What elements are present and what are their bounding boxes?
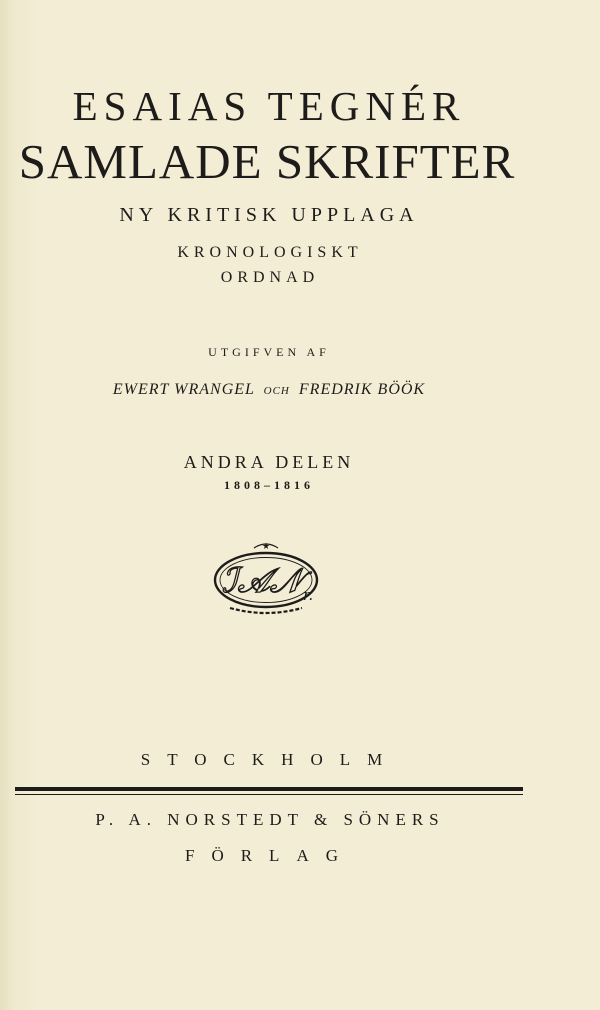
book-title: SAMLADE SKRIFTER [18,134,516,189]
author-name: ESAIAS TEGNÉR [72,83,466,129]
publisher-name: P. A. NORSTEDT & SÖNERS [95,810,445,829]
volume-years: 1808–1816 [224,478,314,492]
editor-name-2: FREDRIK BÖÖK [298,381,426,398]
publisher-monogram-logo [210,540,325,618]
divider-rule-thin [15,794,523,795]
editors-line [0,381,538,399]
editor-conjunction: OCH [263,385,290,397]
edition-line: NY KRITISK UPPLAGA [119,204,419,226]
svg-text:★: ★ [261,542,271,552]
publisher-suffix: FÖRLAG [184,846,355,865]
arrangement-line-1: KRONOLOGISKT [177,244,363,261]
svg-text:r.: r. [302,586,314,604]
edited-by-line: UTGIFVEN AF [208,345,330,359]
publication-city: STOCKHOLM [140,750,400,769]
svg-text:ℐ𝒜𝒩: ℐ𝒜𝒩 [221,561,303,601]
editor-name-1: EWERT WRANGEL [112,381,255,398]
divider-rule-thick [15,787,523,791]
volume-part: ANDRA DELEN [183,452,355,472]
arrangement-line-2: ORDNAD [220,269,320,286]
